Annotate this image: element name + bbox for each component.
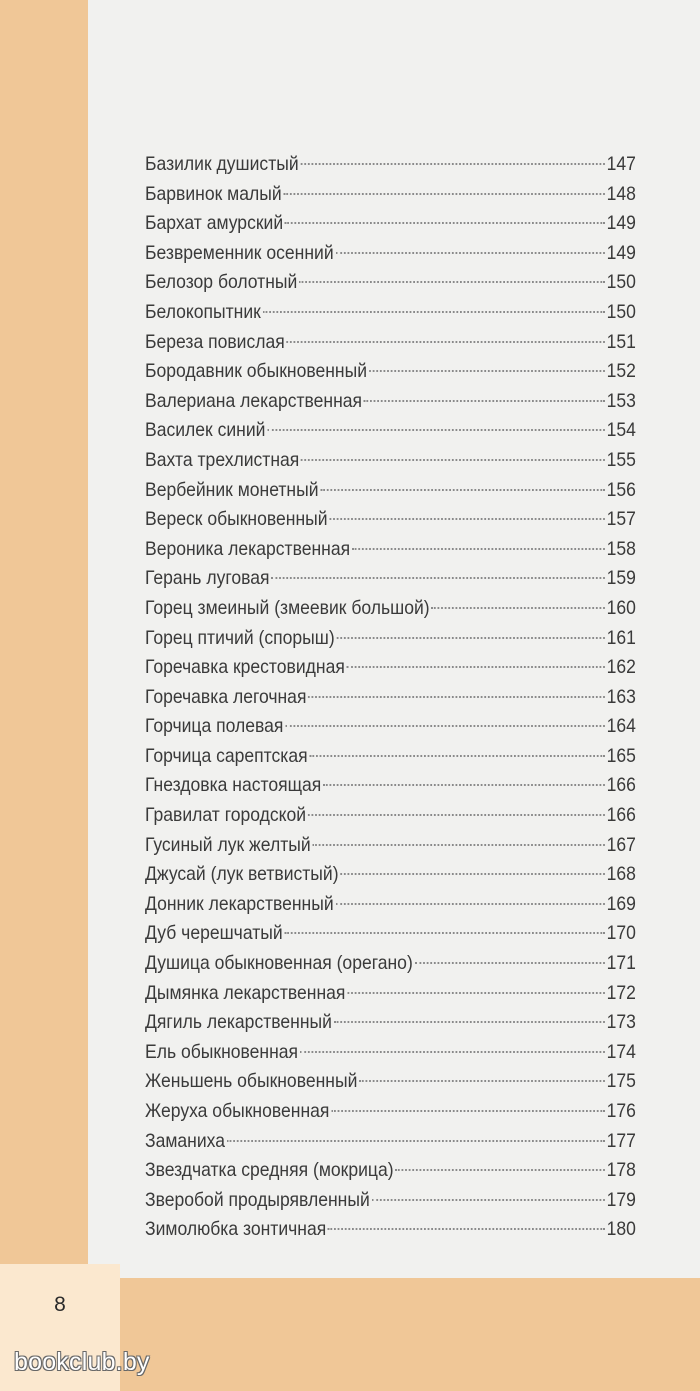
toc-entry-title: Зимолюбка зонтичная: [145, 1218, 327, 1241]
toc-dot-leader: [263, 311, 605, 313]
toc-entry-page: 176: [606, 1100, 636, 1122]
toc-dot-leader: [308, 814, 605, 816]
toc-entry[interactable]: [145, 505, 636, 535]
toc-entry-page: 167: [606, 833, 636, 856]
toc-entry[interactable]: [145, 564, 636, 594]
toc-dot-leader: [334, 1021, 605, 1023]
toc-entry[interactable]: [145, 535, 636, 565]
toc-dot-leader: [285, 725, 605, 727]
toc-entry-title: Белозор болотный: [145, 271, 298, 294]
toc-entry-title: Горечавка крестовидная: [145, 656, 345, 679]
toc-dot-leader: [431, 607, 604, 609]
toc-entry-page: 164: [606, 715, 636, 738]
toc-entry[interactable]: [145, 919, 636, 949]
toc-entry[interactable]: [145, 387, 636, 417]
toc-dot-leader: [335, 903, 604, 905]
toc-entry[interactable]: [145, 1127, 636, 1157]
toc-entry[interactable]: [145, 653, 636, 683]
toc-entry[interactable]: [145, 1156, 636, 1186]
toc-entry-page: 159: [606, 567, 636, 590]
toc-entry-title: Гнездовка настоящая: [145, 774, 322, 797]
toc-entry[interactable]: [145, 150, 636, 180]
toc-dot-leader: [335, 252, 604, 254]
toc-entry-page: 157: [606, 508, 636, 531]
left-decorative-band: [0, 0, 88, 1391]
toc-entry-page: 150: [606, 271, 636, 294]
toc-dot-leader: [395, 1169, 605, 1171]
toc-entry-title: Горец птичий (спорыш): [145, 626, 335, 649]
toc-entry-page: 177: [606, 1129, 636, 1152]
toc-entry[interactable]: [145, 476, 636, 506]
toc-entry-page: 162: [606, 656, 636, 679]
toc-entry-page: 149: [606, 241, 636, 264]
toc-entry-page: 150: [606, 300, 636, 323]
toc-entry[interactable]: [145, 416, 636, 446]
toc-dot-leader: [328, 1228, 605, 1230]
toc-entry-title: Базилик душистый: [145, 153, 299, 175]
toc-entry-page: 175: [606, 1070, 636, 1093]
toc-dot-leader: [301, 459, 605, 461]
toc-entry-title: Джусай (лук ветвистый): [145, 863, 339, 886]
toc-entry[interactable]: [145, 1008, 636, 1038]
toc-entry[interactable]: [145, 801, 636, 831]
toc-dot-leader: [287, 341, 605, 343]
toc-entry[interactable]: [145, 446, 636, 476]
toc-entry-title: Звездчатка средняя (мокрица): [145, 1159, 394, 1182]
toc-entry[interactable]: [145, 831, 636, 861]
toc-entry[interactable]: [145, 949, 636, 979]
toc-dot-leader: [323, 784, 605, 786]
toc-dot-leader: [372, 1199, 605, 1201]
page-number: 8: [54, 1293, 66, 1316]
toc-entry-page: 170: [606, 922, 636, 945]
toc-dot-leader: [308, 696, 605, 698]
toc-dot-leader: [337, 637, 605, 639]
toc-entry[interactable]: [145, 239, 636, 269]
toc-entry-title: Горечавка легочная: [145, 685, 307, 708]
toc-entry[interactable]: [145, 860, 636, 890]
toc-entry-title: Вербейник монетный: [145, 478, 319, 501]
toc-entry[interactable]: [145, 742, 636, 772]
toc-entry-title: Бархат амурский: [145, 212, 284, 235]
toc-entry[interactable]: [145, 979, 636, 1009]
toc-dot-leader: [329, 518, 604, 520]
toc-entry-title: Бородавник обыкновенный: [145, 360, 368, 383]
toc-entry-page: 163: [606, 685, 636, 708]
toc-dot-leader: [347, 992, 605, 994]
toc-dot-leader: [283, 193, 604, 195]
toc-dot-leader: [369, 370, 605, 372]
toc-entry[interactable]: [145, 1067, 636, 1097]
toc-entry-page: 155: [606, 448, 636, 471]
toc-entry-title: Гравилат городской: [145, 804, 307, 827]
toc-entry[interactable]: [145, 683, 636, 713]
toc-entry-title: Женьшень обыкновенный: [145, 1070, 358, 1093]
toc-entry-title: Безвременник осенний: [145, 241, 334, 264]
toc-dot-leader: [284, 932, 604, 934]
toc-dot-leader: [267, 429, 605, 431]
toc-entry[interactable]: [145, 1215, 636, 1245]
toc-entry-page: 160: [606, 596, 636, 619]
toc-entry-title: Ель обыкновенная: [145, 1040, 299, 1063]
toc-dot-leader: [227, 1140, 605, 1142]
toc-entry-page: 148: [606, 182, 636, 205]
toc-entry-page: 168: [606, 863, 636, 886]
toc-entry[interactable]: [145, 328, 636, 358]
toc-entry-page: 152: [606, 360, 636, 383]
toc-entry-title: Горчица сарептская: [145, 744, 308, 767]
toc-entry-page: 174: [606, 1040, 636, 1063]
toc-entry[interactable]: [145, 298, 636, 328]
toc-entry-title: Вахта трехлистная: [145, 448, 300, 471]
toc-entry[interactable]: [145, 268, 636, 298]
toc-entry-page: 172: [606, 981, 636, 1004]
toc-entry[interactable]: [145, 771, 636, 801]
toc-dot-leader: [340, 873, 604, 875]
toc-entry-title: Горчица полевая: [145, 715, 284, 738]
toc-dot-leader: [415, 962, 605, 964]
toc-entry-page: 166: [606, 774, 636, 797]
toc-dot-leader: [359, 1080, 605, 1082]
toc-entry[interactable]: [145, 1097, 636, 1127]
toc-dot-leader: [299, 281, 605, 283]
toc-entry-title: Зверобой продырявленный: [145, 1188, 370, 1211]
toc-entry-page: 156: [606, 478, 636, 501]
toc-entry-page: 154: [606, 419, 636, 442]
toc-entry-title: Валериана лекарственная: [145, 389, 363, 412]
toc-entry-title: Вереск обыкновенный: [145, 508, 328, 531]
table-of-contents: [145, 150, 636, 1245]
toc-entry-title: Белокопытник: [145, 300, 261, 323]
toc-entry-page: 161: [606, 626, 636, 649]
toc-entry[interactable]: [145, 209, 636, 239]
watermark: bookclub.by: [14, 1348, 150, 1376]
toc-entry[interactable]: [145, 180, 636, 210]
toc-dot-leader: [347, 666, 605, 668]
toc-entry[interactable]: [145, 357, 636, 387]
toc-entry-title: Барвинок малый: [145, 182, 282, 205]
toc-entry-title: Береза повислая: [145, 330, 285, 353]
toc-entry[interactable]: [145, 1038, 636, 1068]
toc-entry-page: 173: [606, 1011, 636, 1034]
toc-entry-title: Гусиный лук желтый: [145, 833, 311, 856]
toc-entry-page: 180: [606, 1218, 636, 1241]
toc-entry-page: 166: [606, 804, 636, 827]
toc-dot-leader: [331, 1110, 605, 1112]
toc-entry-title: Герань луговая: [145, 567, 270, 590]
toc-entry-title: Душица обыкновенная (орегано): [145, 952, 413, 975]
toc-entry-title: Горец змеиный (змеевик большой): [145, 596, 430, 619]
toc-entry-title: Жеруха обыкновенная: [145, 1100, 330, 1122]
toc-dot-leader: [285, 222, 605, 224]
toc-entry-title: Василек синий: [145, 419, 266, 442]
toc-entry-title: Дуб черешчатый: [145, 922, 283, 945]
toc-entry-page: 165: [606, 744, 636, 767]
toc-dot-leader: [271, 577, 605, 579]
toc-entry[interactable]: [145, 890, 636, 920]
toc-entry-page: 158: [606, 537, 636, 560]
toc-dot-leader: [352, 548, 605, 550]
toc-entry[interactable]: [145, 624, 636, 654]
toc-dot-leader: [320, 489, 605, 491]
toc-entry-page: 169: [606, 892, 636, 915]
toc-entry-page: 149: [606, 212, 636, 235]
toc-entry-title: Донник лекарственный: [145, 892, 334, 915]
toc-entry[interactable]: [145, 712, 636, 742]
toc-entry-title: Дягиль лекарственный: [145, 1011, 332, 1034]
toc-entry-page: 179: [606, 1188, 636, 1211]
toc-entry-page: 171: [606, 952, 636, 975]
toc-entry-page: 153: [606, 389, 636, 412]
toc-entry-page: 147: [606, 153, 636, 175]
toc-entry-title: Вероника лекарственная: [145, 537, 351, 560]
toc-entry[interactable]: [145, 594, 636, 624]
toc-dot-leader: [300, 1051, 605, 1053]
toc-entry[interactable]: [145, 1186, 636, 1216]
toc-entry-page: 178: [606, 1159, 636, 1182]
toc-entry-title: Заманиха: [145, 1129, 226, 1152]
toc-dot-leader: [309, 755, 604, 757]
toc-entry-page: 151: [606, 330, 636, 353]
toc-dot-leader: [312, 844, 604, 846]
toc-dot-leader: [300, 163, 604, 165]
toc-dot-leader: [364, 400, 605, 402]
toc-entry-title: Дымянка лекарственная: [145, 981, 346, 1004]
